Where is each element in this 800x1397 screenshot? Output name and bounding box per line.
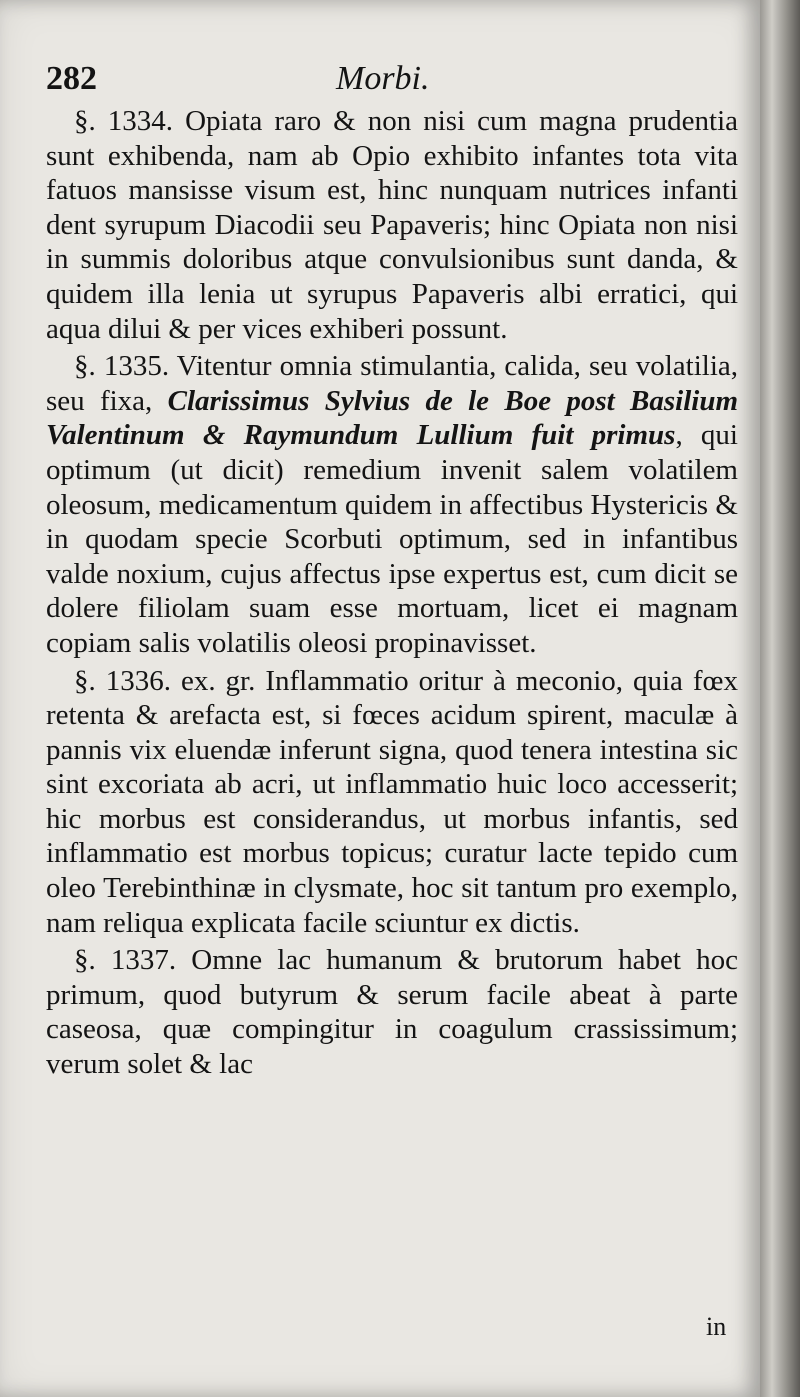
paragraph-text: §. 1337. Omne lac humanum & brutorum habet hoc primum, quod butyrum & serum facile abeat à parte caseosa, quæ compingitur in coagulum crassissimum; verum solet & lac xyxy=(46,944,738,1081)
italic-names: Clarissimus Sylvius de le Boe post Basilium Valentinum & Raymundum Lullium fuit primus xyxy=(46,384,738,452)
paragraph-1337 xyxy=(46,943,738,1081)
page-header xyxy=(46,60,736,106)
paragraph-1335 xyxy=(46,349,738,660)
paragraph-text: , qui optimum (ut dicit) remedium invenit salem volatilem oleosum, medicamentum quidem in affectibus Hystericis & in quodam specie Scorbuti optimum, sed in infantibus valde noxium, cujus affectus ipse expertus est, cum dicit se dolere filiolam suam esse mortuam, licet ei magnam copiam salis volatilis oleosi propinavisset. xyxy=(46,419,738,659)
paragraph-text: §. 1334. Opiata raro & non nisi cum magna prudentia sunt exhibenda, nam ab Opio exhibito infantes tota vita fatuos mansisse visum est, hinc nunquam nutrices infanti dent syrupum Diacodii seu Papaveris; hinc Opiata non nisi in summis doloribus atque convulsionibus sunt danda, & quidem illa lenia ut syrupus Papaveris albi erratici, qui aqua dilui & per vices exhiberi possunt. xyxy=(46,105,738,345)
page-number: 282 xyxy=(46,60,97,97)
paragraph-text: §. 1335. Vitentur omnia stimulantia, calida, seu volatilia, seu fixa, xyxy=(46,350,738,417)
body-text xyxy=(46,104,738,1082)
running-head: Morbi. xyxy=(336,60,430,97)
paragraph-text: §. 1336. ex. gr. Inflammatio oritur à meconio, quia fœx retenta & arefacta est, si fœces acidum spirent, maculæ à pannis vix eluendæ inferunt signa, quod tenera intestina sic sint excoriata ab acri, ut inflammatio huic loco accesserit; hic morbus est considerandus, ut morbus infantis, sed inflammatio est morbus topicus; curatur lacte tepido cum oleo Terebinthinæ in clysmate, hoc sit tantum pro exemplo, nam reliqua explicata facile sciuntur ex dictis. xyxy=(46,664,738,939)
paragraph-1336 xyxy=(46,664,738,941)
paragraph-1334 xyxy=(46,104,738,346)
catchword: in xyxy=(706,1312,727,1341)
page-edge-shadow xyxy=(760,0,800,1397)
